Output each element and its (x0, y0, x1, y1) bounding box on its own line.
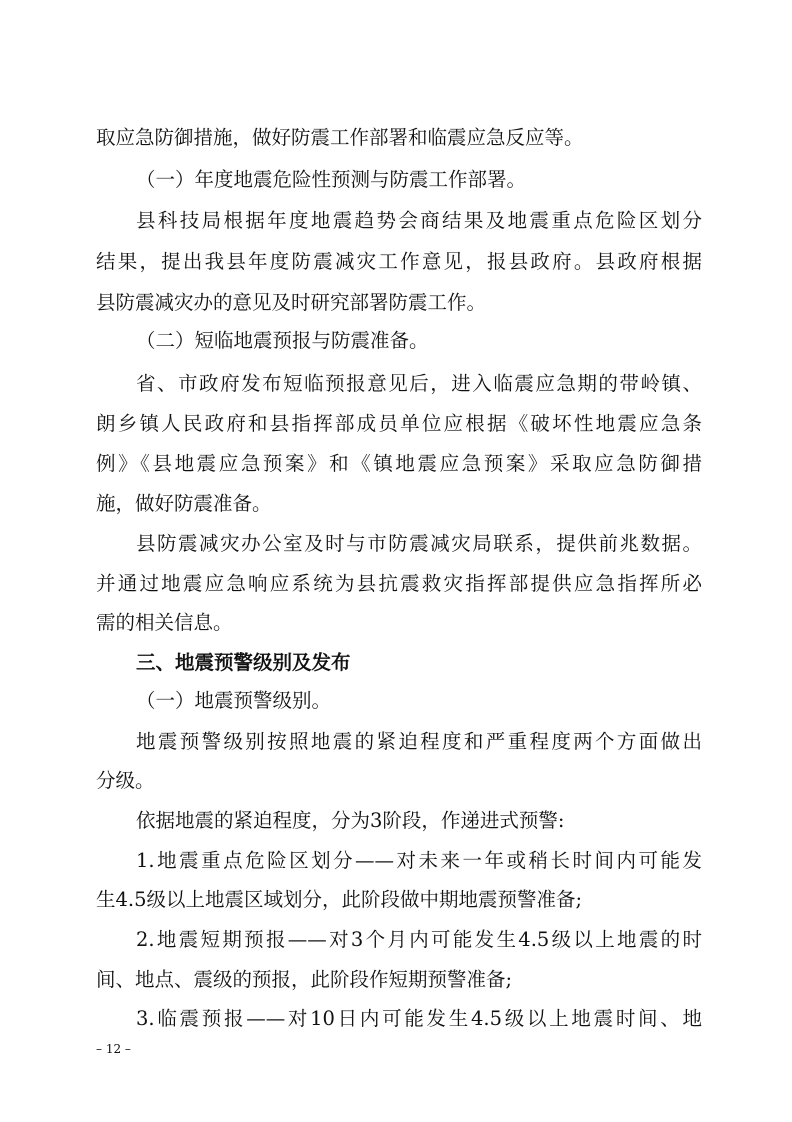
text-line: 省、市政府发布短临预报意见后，进入临震应急期的带岭镇、 (136, 372, 702, 395)
text-line: 施，做好防震准备。 (96, 492, 272, 515)
text-line: 结果，提出我县年度防震减灾工作意见，报县政府。县政府根据 (96, 250, 702, 273)
text-line: 依据地震的紧迫程度，分为3阶段，作递进式预警: (136, 809, 565, 832)
list-item: 2.地震短期预报——对3个月内可能发生4.5级以上地震的时 (136, 928, 702, 951)
text-line: 需的相关信息。 (96, 611, 233, 634)
section-subheading: （一）年度地震危险性预测与防震工作部署。 (136, 168, 527, 191)
text-line: 取应急防御措施，做好防震工作部署和临震应急反应等。 (96, 126, 584, 149)
text-line: 县防震减灾办的意见及时研究部署防震工作。 (96, 291, 487, 314)
section-subheading: （二）短临地震预报与防震准备。 (136, 329, 429, 352)
list-item: 3.临震预报——对10日内可能发生4.5级以上地震时间、地 (136, 1007, 702, 1030)
text-line: 分级。 (96, 769, 155, 792)
text-line: 朗乡镇人民政府和县指挥部成员单位应根据《破坏性地震应急条 (96, 412, 702, 435)
text-line: 并通过地震应急响应系统为县抗震救灾指挥部提供应急指挥所必 (96, 572, 702, 595)
page-number: – 12 – (96, 1042, 131, 1056)
section-subheading: （一）地震预警级别。 (136, 689, 332, 712)
section-heading: 三、地震预警级别及发布 (136, 651, 351, 674)
text-line: 生4.5级以上地震区域划分，此阶段做中期地震预警准备; (96, 888, 583, 911)
text-line: 县科技局根据年度地震趋势会商结果及地震重点危险区划分 (136, 209, 702, 232)
text-line: 地震预警级别按照地震的紧迫程度和严重程度两个方面做出 (136, 730, 702, 753)
list-item: 1.地震重点危险区划分——对未来一年或稍长时间内可能发 (136, 849, 702, 872)
text-line: 间、地点、震级的预报，此阶段作短期预警准备; (96, 968, 513, 991)
text-line: 例》《县地震应急预案》和《镇地震应急预案》采取应急防御措 (96, 452, 702, 475)
text-line: 县防震减灾办公室及时与市防震减灾局联系，提供前兆数据。 (136, 532, 702, 555)
